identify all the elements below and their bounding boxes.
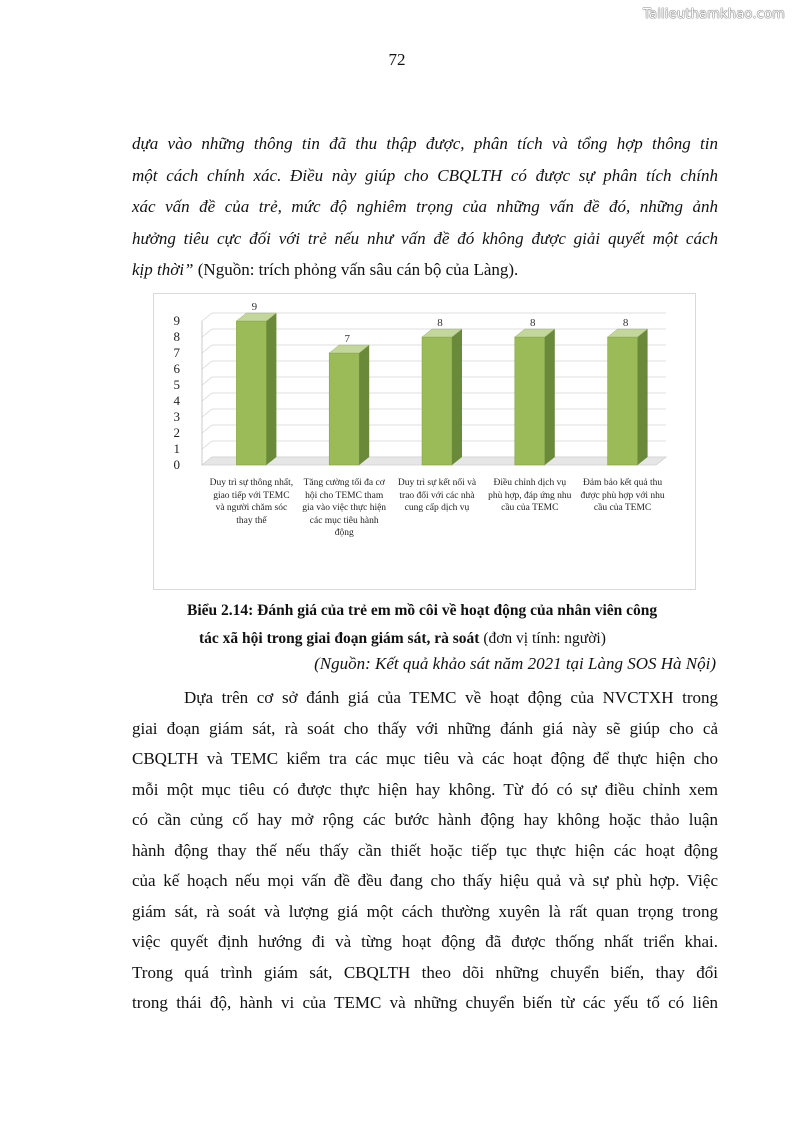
source-note: (Nguồn: Kết quả khảo sát năm 2021 tại Làng SOS Hà Nội): [314, 654, 716, 673]
category-label: Tăng cường tối đa cơ hội cho TEMC tham gia vào việc thực hiện các mục tiêu hành động: [302, 478, 387, 538]
quote-source: (Nguồn: trích phỏng vấn sâu cán bộ của Làng).: [193, 260, 519, 279]
bar-front: [515, 337, 545, 465]
gridline-depth: [202, 313, 212, 321]
quote-line: xác vấn đề của trẻ, mức độ nghiêm trọng của những vấn đề đó, những ảnh: [132, 197, 718, 216]
bar-side: [359, 345, 369, 465]
quote-line: dựa vào những thông tin đã thu thập được, phân tích và tổng hợp thông tin: [132, 134, 718, 153]
bar-front: [236, 321, 266, 465]
bar-front: [422, 337, 452, 465]
paragraph-line: hành động thay thế nếu thấy cần thiết hoặc tiếp tục thực hiện các hoạt động: [132, 840, 718, 860]
paragraph-line: CBQLTH và TEMC kiểm tra các mục tiêu và các hoạt động để thực hiện cho: [132, 749, 718, 768]
bar-side: [545, 329, 555, 465]
data-label: 7: [344, 333, 350, 345]
paragraph-line: giai đoạn giám sát, rà soát cho thấy với những đánh giá này sẽ giúp cho cả: [132, 718, 718, 738]
watermark: Tailieuthamkhao.com: [643, 7, 785, 22]
category-label: Duy trì sự kết nối và trao đổi với các nhà cung cấp dịch vụ: [397, 478, 477, 513]
caption-unit: (đơn vị tính: người): [479, 630, 606, 647]
bar-side: [266, 313, 276, 465]
y-tick-label: 8: [173, 329, 180, 344]
y-tick-label: 9: [173, 313, 180, 328]
paragraph-line: Trong quá trình giám sát, CBQLTH theo dõi những chuyển biến, thay đổi: [132, 962, 718, 982]
data-label: 8: [622, 317, 629, 329]
category-label: Điều chỉnh dịch vụ phù hợp, đáp ứng nhu cầu của TEMC: [488, 478, 572, 513]
quote-end-italic: kịp thời”: [132, 260, 194, 279]
gridline-depth: [202, 377, 212, 385]
body-paragraph: [132, 683, 718, 1019]
quote-line: hưởng tiêu cực đối với trẻ nếu như vấn đề đó không được giải quyết một cách: [132, 228, 718, 248]
gridline-depth: [202, 361, 212, 369]
paragraph-line: mỗi một mục tiêu có được thực hiện hay không. Từ đó có sự điều chỉnh xem: [132, 779, 718, 799]
paragraph-line: của kế hoạch nếu mọi vấn đề đều đang cho thấy hiệu quả và sự phù hợp. Việc: [132, 871, 718, 890]
gridline-depth: [202, 425, 212, 433]
y-tick-label: 6: [173, 361, 180, 376]
y-tick-label: 5: [173, 377, 180, 392]
bar-front: [329, 353, 359, 465]
category-label: Đảm bảo kết quả thu được phù hợp với nhu cầu của TEMC: [580, 478, 665, 513]
y-tick-label: 3: [173, 409, 180, 424]
category-label: Duy trì sự thông nhất, giao tiếp với TEMC và người chăm sóc thay thế: [209, 478, 294, 526]
data-label: 8: [530, 317, 536, 329]
bar-chart: [153, 293, 696, 590]
bar-front: [608, 337, 638, 465]
chart-canvas: [154, 294, 695, 589]
bar-side: [452, 329, 462, 465]
y-tick-label: 1: [173, 441, 180, 456]
gridline-depth: [202, 441, 212, 449]
interview-quote: [132, 128, 718, 286]
data-label: 9: [251, 301, 258, 313]
caption-title-line1: Biểu 2.14: Đánh giá của trẻ em mồ côi về hoạt động của nhân viên công: [187, 602, 658, 619]
y-tick-label: 2: [173, 425, 180, 440]
quote-line: một cách chính xác. Điều này giúp cho CBQLTH có được sự phân tích chính: [132, 165, 718, 185]
gridline-depth: [202, 393, 212, 401]
gridline-depth: [202, 409, 212, 417]
data-label: 8: [437, 317, 443, 329]
gridline-depth: [202, 329, 212, 337]
paragraph-line: việc quyết định hướng đi và từng hoạt động đã được thống nhất triển khai.: [132, 932, 718, 951]
bar-side: [638, 329, 648, 465]
paragraph-line: giám sát, rà soát và lượng giá một cách thường xuyên là rất quan trọng trong: [132, 901, 718, 921]
gridline-depth: [202, 345, 212, 353]
page-number: 72: [388, 50, 406, 69]
paragraph-line: trong thái độ, hành vi của TEMC và những chuyển biến từ các yếu tố có liên: [132, 993, 718, 1012]
y-tick-label: 7: [173, 345, 180, 360]
caption-line2: [187, 625, 717, 653]
y-tick-label: 0: [173, 457, 180, 472]
caption-title-line2: tác xã hội trong giai đoạn giám sát, rà soát: [199, 630, 480, 647]
paragraph-line: có cần củng cố hay mở rộng các bước hành động hay không hoặc thảo luận: [132, 810, 718, 829]
figure-caption: [187, 597, 717, 653]
quote-last-line: [132, 254, 718, 286]
y-tick-label: 4: [173, 393, 180, 408]
paragraph-line: Dựa trên cơ sở đánh giá của TEMC về hoạt động của NVCTXH trong: [184, 688, 718, 707]
